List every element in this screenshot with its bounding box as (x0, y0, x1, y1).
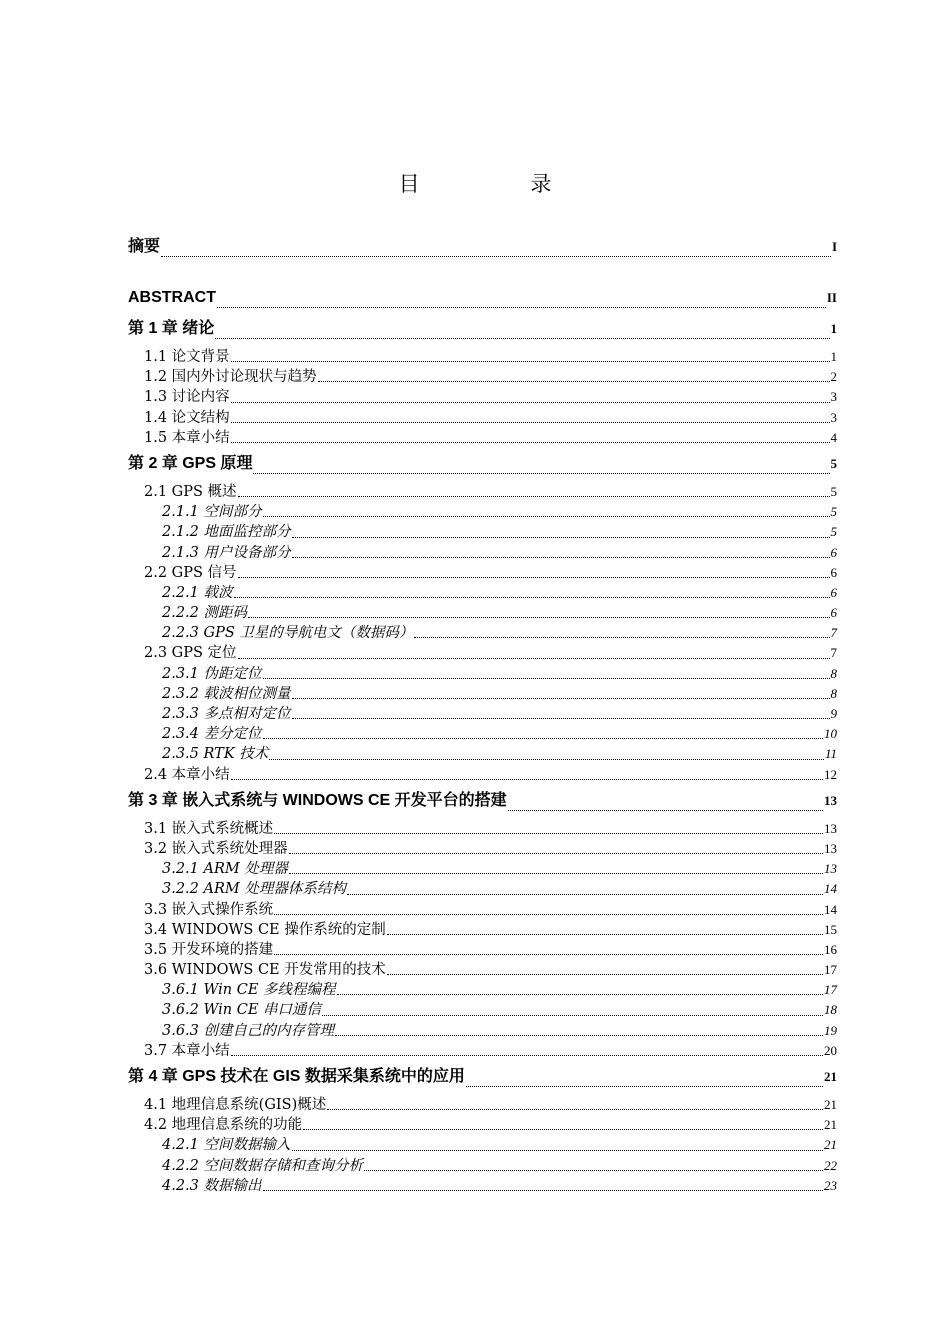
toc-entry-title: 3.2 嵌入式系统处理器 (144, 840, 288, 857)
toc-entry-subsection[interactable] (128, 1021, 837, 1041)
toc-entry-title: 1.5 本章小结 (144, 429, 230, 446)
toc-entry-section[interactable] (128, 643, 837, 663)
toc-entry-title: 3.1 嵌入式系统概述 (144, 820, 274, 837)
toc-entry-subsection[interactable] (128, 623, 837, 643)
toc-entry-title: 2.1.1 空间部分 (162, 504, 262, 521)
toc-entry-page-number: 7 (830, 625, 837, 641)
toc-entry-section[interactable] (128, 347, 837, 367)
toc-entry-title: 2.3.3 多点相对定位 (162, 706, 291, 722)
toc-entry-page-number: 20 (824, 1042, 837, 1058)
dot-leader (263, 737, 823, 739)
toc-entry-page-number: 6 (830, 605, 837, 621)
dot-leader (231, 778, 823, 780)
toc-entry-chapter[interactable] (128, 231, 837, 262)
toc-entry-chapter[interactable] (128, 282, 837, 313)
dot-leader (414, 636, 829, 638)
toc-entry-page-number: 21 (824, 1097, 837, 1112)
toc-entry-title: 4.1 地理信息系统(GIS)概述 (144, 1097, 327, 1113)
dot-leader (215, 337, 829, 339)
toc-entry-subsection[interactable] (128, 603, 837, 623)
toc-entry-title: 3.5 开发环境的搭建 (144, 941, 274, 958)
toc-entry-page-number: 3 (830, 409, 837, 425)
toc-entry-title: 2.3.4 差分定位 (162, 726, 262, 743)
toc-entry-page-number: 6 (830, 584, 837, 600)
toc-entry-title: 第 3 章 嵌入式系统与 WINDOWS CE 开发平台的搭建 (128, 791, 507, 809)
toc-entry-subsection[interactable] (128, 522, 837, 542)
toc-entry-page-number: 8 (830, 665, 837, 681)
toc-entry-page-number: 5 (830, 504, 837, 520)
toc-entry-title: 3.3 嵌入式操作系统 (144, 901, 274, 918)
toc-entry-subsection[interactable] (128, 543, 837, 563)
dot-leader (303, 1128, 823, 1130)
toc-entry-subsection[interactable] (128, 1000, 837, 1020)
toc-entry-title: 2.4 本章小结 (144, 766, 230, 783)
toc-entry-title: 第 1 章 绪论 (128, 320, 215, 337)
dot-leader (231, 401, 830, 403)
toc-entry-page-number: 5 (830, 483, 837, 499)
toc-entry-title: 2.2 GPS 信号 (144, 564, 237, 581)
toc-entry-page-number: 15 (824, 921, 837, 937)
toc-entry-title: 2.3.1 伪距定位 (162, 665, 262, 682)
toc-entry-page-number: 7 (830, 645, 837, 661)
dot-leader (335, 1034, 823, 1036)
toc-entry-page-number: 22 (824, 1157, 837, 1173)
toc-entry-page-number: 1 (830, 321, 837, 336)
toc-entry-section[interactable] (128, 1095, 837, 1115)
dot-leader (269, 758, 824, 760)
toc-entry-title: ABSTRACT (128, 289, 216, 306)
toc-entry-page-number: 13 (824, 840, 837, 856)
toc-entry-title: 4.2 地理信息系统的功能 (144, 1117, 303, 1134)
dot-leader (387, 973, 823, 975)
toc-entry-page-number: 2 (830, 369, 837, 385)
toc-entry-page-number: 16 (824, 941, 837, 957)
toc-entry-subsection[interactable] (128, 724, 837, 744)
toc-entry-title: 摘要 (128, 238, 161, 255)
toc-entry-subsection[interactable] (128, 859, 837, 879)
toc-entry-title: 第 2 章 GPS 原理 (128, 454, 253, 472)
dot-leader (231, 1054, 823, 1056)
toc-entry-subsection[interactable] (128, 1156, 837, 1176)
toc-entry-title: 4.2.3 数据输出 (162, 1177, 262, 1194)
toc-entry-chapter[interactable] (128, 448, 837, 479)
toc-entry-title: 3.6 WINDOWS CE 开发常用的技术 (144, 962, 386, 979)
dot-leader (274, 953, 823, 955)
toc-entry-page-number: 12 (824, 766, 837, 782)
dot-leader (292, 536, 830, 538)
dot-leader (238, 576, 830, 578)
toc-entry-page-number: 17 (824, 962, 837, 978)
toc-entry-subsection[interactable] (128, 879, 837, 899)
toc-entry-page-number: 19 (824, 1022, 837, 1038)
dot-leader (217, 306, 826, 308)
toc-entry-title: 1.3 讨论内容 (144, 389, 230, 406)
toc-entry-subsection[interactable] (128, 1176, 837, 1196)
toc-entry-title: 2.2.2 测距码 (162, 605, 248, 622)
toc-entry-page-number: I (831, 239, 837, 254)
toc-entry-page-number: 6 (830, 544, 837, 560)
toc-entry-title: 1.4 论文结构 (144, 409, 230, 426)
table-of-contents (128, 231, 837, 1196)
toc-entry-chapter[interactable] (128, 313, 837, 344)
dot-leader (248, 616, 829, 618)
dot-leader (289, 872, 823, 874)
toc-entry-section[interactable] (128, 765, 837, 785)
toc-entry-page-number: 17 (824, 982, 837, 998)
toc-entry-section[interactable] (128, 482, 837, 502)
toc-entry-page-number: 21 (824, 1117, 837, 1133)
toc-entry-title: 3.6.2 Win CE 串口通信 (162, 1002, 322, 1019)
toc-entry-title: 第 4 章 GPS 技术在 GIS 数据采集系统中的应用 (128, 1068, 465, 1085)
toc-entry-subsection[interactable] (128, 704, 837, 724)
toc-entry-subsection[interactable] (128, 744, 837, 764)
dot-leader (238, 495, 830, 497)
dot-leader (161, 255, 831, 257)
toc-entry-page-number: 13 (824, 820, 837, 836)
dot-leader (231, 441, 830, 443)
dot-leader (347, 893, 823, 895)
page-title: 目 录 (398, 172, 604, 196)
toc-entry-page-number: 1 (830, 349, 837, 364)
dot-leader (292, 717, 830, 719)
toc-entry-page-number: II (826, 290, 837, 305)
toc-entry-title: 2.1.2 地面监控部分 (162, 524, 291, 541)
toc-entry-page-number: 3 (830, 389, 837, 405)
dot-leader (263, 677, 830, 679)
toc-entry-subsection[interactable] (128, 583, 837, 603)
toc-entry-title: 3.6.1 Win CE 多线程编程 (162, 982, 336, 999)
toc-entry-page-number: 23 (824, 1177, 837, 1193)
toc-entry-page-number: 13 (824, 792, 837, 808)
toc-entry-page-number: 13 (824, 861, 837, 877)
toc-entry-title: 2.3.2 载波相位测量 (162, 685, 291, 702)
toc-entry-section[interactable] (128, 920, 837, 940)
toc-entry-section[interactable] (128, 819, 837, 839)
toc-entry-title: 3.4 WINDOWS CE 操作系统的定制 (144, 921, 386, 938)
toc-entry-subsection[interactable] (128, 684, 837, 704)
toc-entry-section[interactable] (128, 387, 837, 407)
dot-leader (263, 1189, 823, 1191)
toc-entry-page-number: 5 (830, 524, 837, 540)
toc-entry-subsection[interactable] (128, 980, 837, 1000)
dot-leader (387, 933, 823, 935)
toc-entry-page-number: 21 (824, 1069, 837, 1084)
toc-entry-section[interactable] (128, 408, 837, 428)
toc-entry-page-number: 6 (830, 564, 837, 580)
dot-leader (231, 360, 830, 362)
toc-entry-page-number: 18 (824, 1002, 837, 1018)
toc-entry-title: 3.2.2 ARM 处理器体系结构 (162, 881, 346, 898)
dot-leader (318, 380, 830, 382)
dot-leader (274, 913, 823, 915)
toc-entry-title: 4.2.1 空间数据输入 (162, 1137, 291, 1154)
dot-leader (327, 1108, 823, 1110)
toc-entry-page-number: 11 (824, 746, 837, 762)
dot-leader (274, 832, 823, 834)
dot-leader (234, 596, 830, 598)
toc-entry-title: 2.3.5 RTK 技术 (162, 746, 269, 763)
toc-entry-subsection[interactable] (128, 502, 837, 522)
toc-entry-section[interactable] (128, 900, 837, 920)
toc-entry-title: 3.7 本章小结 (144, 1042, 230, 1059)
toc-entry-title: 3.2.1 ARM 处理器 (162, 861, 288, 878)
toc-entry-section[interactable] (128, 1115, 837, 1135)
toc-entry-title: 4.2.2 空间数据存储和查询分析 (162, 1157, 364, 1174)
dot-leader (364, 1169, 823, 1171)
toc-entry-title: 2.2.3 GPS 卫星的导航电文（数据码） (162, 625, 414, 642)
dot-leader (238, 657, 830, 659)
dot-leader (231, 421, 830, 423)
dot-leader (466, 1085, 823, 1087)
toc-entry-page-number: 10 (824, 726, 837, 742)
toc-entry-section[interactable] (128, 940, 837, 960)
toc-entry-section[interactable] (128, 960, 837, 980)
toc-entry-subsection[interactable] (128, 664, 837, 684)
toc-entry-page-number: 14 (824, 901, 837, 917)
toc-entry-section[interactable] (128, 367, 837, 387)
toc-entry-section[interactable] (128, 1041, 837, 1061)
dot-leader (289, 852, 823, 854)
toc-entry-page-number: 21 (824, 1137, 837, 1153)
dot-leader (253, 472, 829, 474)
toc-entry-section[interactable] (128, 563, 837, 583)
toc-entry-title: 2.1.3 用户设备部分 (162, 544, 291, 561)
toc-entry-subsection[interactable] (128, 1135, 837, 1155)
toc-entry-page-number: 9 (830, 706, 837, 721)
toc-entry-title: 2.1 GPS 概述 (144, 483, 237, 500)
toc-entry-title: 3.6.3 创建自己的内存管理 (162, 1022, 335, 1039)
toc-entry-section[interactable] (128, 428, 837, 448)
dot-leader (292, 556, 830, 558)
toc-entry-page-number: 8 (830, 685, 837, 701)
dot-leader (292, 1149, 823, 1151)
toc-entry-page-number: 4 (830, 429, 837, 445)
toc-entry-section[interactable] (128, 839, 837, 859)
dot-leader (322, 1014, 823, 1016)
dot-leader (337, 993, 823, 995)
toc-entry-chapter[interactable] (128, 1061, 837, 1092)
toc-entry-page-number: 5 (830, 455, 837, 471)
toc-entry-title: 2.2.1 载波 (162, 584, 233, 601)
toc-entry-chapter[interactable] (128, 785, 837, 816)
toc-entry-title: 2.3 GPS 定位 (144, 645, 237, 662)
dot-leader (292, 697, 830, 699)
dot-leader (508, 809, 823, 811)
toc-entry-title: 1.1 论文背景 (144, 349, 230, 365)
toc-entry-page-number: 14 (824, 881, 837, 897)
dot-leader (263, 515, 830, 517)
toc-entry-title: 1.2 国内外讨论现状与趋势 (144, 369, 317, 386)
